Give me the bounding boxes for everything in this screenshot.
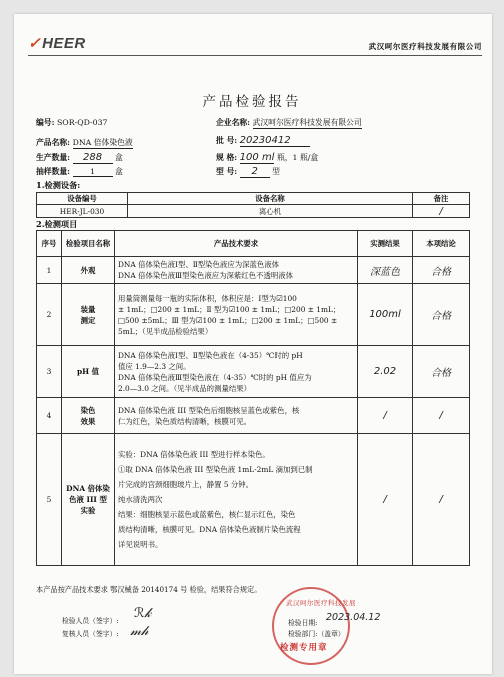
row-result: 2.02 [358,346,413,398]
date-label: 检验日期: [288,619,318,627]
conclusion-statement: 本产品按产品技术要求 鄂汉械备 20140174 号 检验，结果符合规定。 [36,585,262,594]
header-conclusion: 本项结论 [413,231,470,257]
model-type: 型 号: 2 型 [216,166,280,177]
header-no: 序号 [37,231,62,257]
date-value: 2023.04.12 [326,612,381,623]
row-conclusion: 合格 [413,257,470,284]
production-qty: 生产数量: 288 盒 [36,152,123,163]
product-name: 产品名称: DNA 倍体染色液 [36,138,133,147]
table-row [37,205,470,218]
row-result: / [358,434,413,566]
enterprise-name: 企业名称: 武汉呵尔医疗科技发展有限公司 [216,118,362,127]
logo-mark-icon: ✓ [28,35,42,52]
row-no: 4 [37,398,62,434]
page-title: 产品检验报告 [202,94,302,110]
stamp-center-text: 检测专用章 [280,643,328,653]
equipment-header-id: 设备编号 [37,193,128,205]
row-conclusion: / [413,398,470,434]
stamp-arc-text: 武汉呵尔医疗科技发展 [286,599,356,607]
row-requirement: 实验：DNA 倍体染色液 III 型进行样本染色。 ①取 DNA 倍体染色液 III 型染色液 1mL-2mL 滴加到已制 片完成的宫颈细胞玻片上，静置 5 分钟。 纯水清洗两次 结果：细胞核显示蓝色或蓝紫色，核仁显示红色，染色 质结构清晰，核膜可见。DNA 倍体染色液制片染色流程 详见说明书。 [115,434,358,566]
equipment-note: / [413,205,470,218]
dept-label: 检验部门:（盖章） [288,630,345,638]
inspector-label: 检验人员（签字）: [62,617,119,625]
reviewer-label: 复核人员（签字）: [62,630,119,638]
row-item: 外观 [62,257,115,284]
row-requirement: DNA 倍体染色液Ⅰ型、Ⅱ型染色液在（4-35）℃时的 pH 值应 1.9—2.3 之间。 DNA 倍体染色液Ⅲ型染色液在（4-35）℃时的 pH 值应为 2.0—3.0 之间。（见半成品的测量结果） [115,346,358,398]
equipment-table [36,192,470,218]
reviewer-signature: 𝓂𝒽 [130,624,149,639]
row-requirement: DNA 倍体染色液Ⅰ型、Ⅱ型染色液应为深蓝色液体 DNA 倍体染色液Ⅲ型染色液应为深紫红色不透明液体 [115,257,358,284]
doc-number: 编号: SOR-QD-037 [36,118,108,127]
row-no: 2 [37,284,62,346]
row-requirement: 用量筒测量每一瓶的实际体积，体积应是：Ⅰ型为☑100 ± 1mL；□200 ± 1mL；Ⅱ 型为☑100 ± 1mL；□200 ± 1mL； □500 ±5mL；Ⅲ 型为☑100 ± 1mL；□200 ± 1mL；□500 ± 5mL；（见半成品检验结果） [115,284,358,346]
equipment-section-title: 1.检测设备: [36,180,81,190]
row-conclusion: 合格 [413,346,470,398]
batch-number: 批 号: 20230412 [216,135,310,147]
row-no: 1 [37,257,62,284]
row-item: pH 值 [62,346,115,398]
row-no: 5 [37,434,62,566]
table-row [37,346,470,398]
row-requirement: DNA 倍体染色液 III 型染色后细胞核呈蓝色或紫色，核 仁为红色，染色质结构清晰，核膜可见。 [115,398,358,434]
header-result: 实测结果 [358,231,413,257]
header-divider [28,55,482,56]
row-result: 深蓝色 [358,257,413,284]
table-row [37,257,470,284]
row-item: 装量 测定 [62,284,115,346]
equipment-id: HER-JL-030 [37,205,128,218]
header-company-name: 武汉呵尔医疗科技发展有限公司 [368,42,482,51]
table-row [37,434,470,566]
row-conclusion: / [413,434,470,566]
row-result: / [358,398,413,434]
specification: 规 格: 100 ml 瓶，1 瓶/盒 [216,152,319,163]
inspection-table [36,230,470,566]
inspector-signature: ℛ𝓀 [134,606,152,621]
equipment-header-note: 备注 [413,193,470,205]
row-item: 染色 效果 [62,398,115,434]
table-row [37,398,470,434]
header-requirement: 产品技术要求 [115,231,358,257]
inspection-section-title: 2.检测项目 [36,219,78,229]
equipment-header-name: 设备名称 [128,193,413,205]
row-result: 100ml [358,284,413,346]
company-logo [28,34,86,52]
row-no: 3 [37,346,62,398]
logo-text: HEER [42,35,86,52]
header-item: 检验项目名称 [62,231,115,257]
row-conclusion: 合格 [413,284,470,346]
equipment-name: 离心机 [128,205,413,218]
table-row [37,284,470,346]
sample-qty: 抽样数量: 1 盒 [36,167,123,176]
row-item: DNA 倍体染 色液 III 型 实验 [62,434,115,566]
